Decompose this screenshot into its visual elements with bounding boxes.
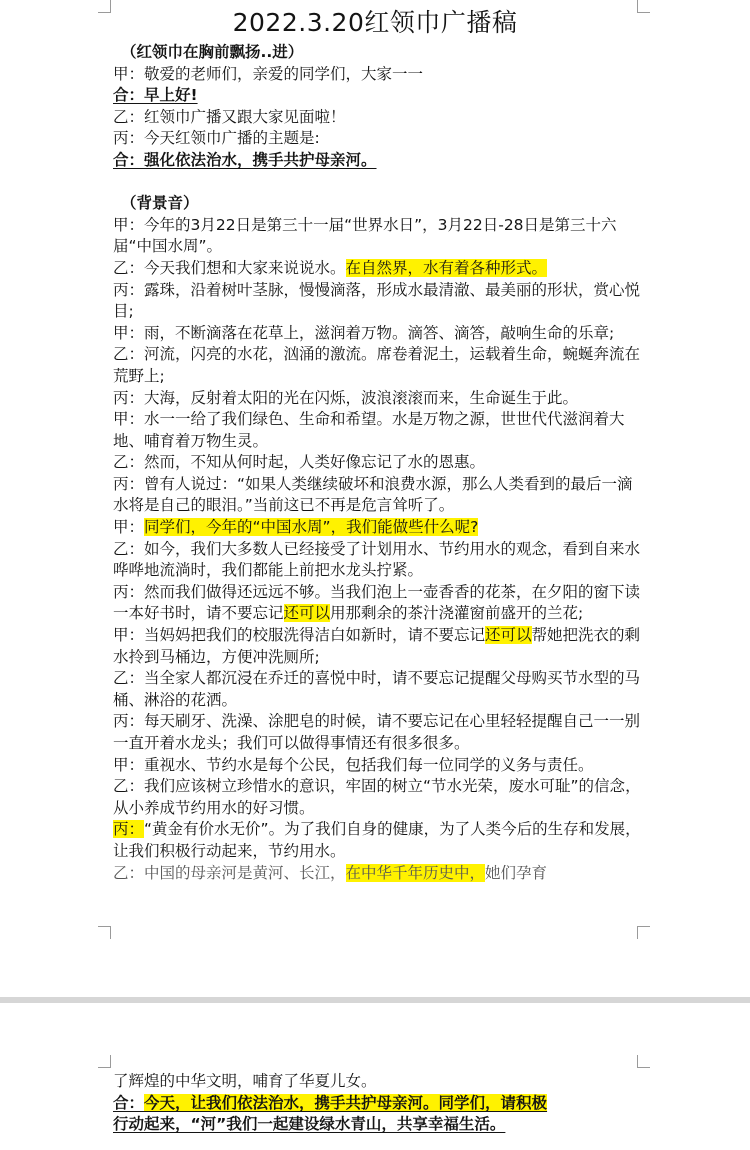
script-line: 丙：然而我们做得还远远不够。当我们泡上一壶香香的花茶，在夕阳的窗下读一本好书时，请不要忘记还可以用那剩余的茶汁浇灌窗前盛开的兰花; bbox=[113, 582, 641, 623]
script-line: 甲：今年的3月22日是第三十一届“世界水日”，3月22日-28日是第三十六届“中国水周”。 bbox=[113, 215, 617, 256]
script-line: 乙：当全家人都沉浸在乔迁的喜悦中时，请不要忘记提醒父母购买节水型的马桶、淋浴的花洒。 bbox=[113, 669, 641, 709]
script-line: 行动起来，“河”我们一起建设绿水青山，共享幸福生活。 bbox=[113, 1115, 506, 1134]
script-line: 丙：露珠，沿着树叶茎脉，慢慢滴落，形成水最清澈、最美丽的形状，赏心悦目; bbox=[113, 280, 641, 321]
script-line: 丙：“黄金有价水无价”。为了我们自身的健康，为了人类今后的生存和发展，让我们积极行动起来，节约用水。 bbox=[113, 820, 641, 860]
script-line: 丙：大海，反射着太阳的光在闪烁，波浪滚滚而来，生命诞生于此。 bbox=[113, 388, 579, 407]
script-line: 甲：敬爱的老师们，亲爱的同学们，大家一一 bbox=[113, 64, 424, 83]
script-line: 乙：我们应该树立珍惜水的意识，牢固的树立“节水光荣，废水可耻”的信念，从小养成节约用水的好习惯。 bbox=[113, 777, 641, 817]
document-page-2 bbox=[0, 1003, 750, 1150]
document-body-continued bbox=[113, 1071, 643, 1136]
script-line: 甲：当妈妈把我们的校服洗得洁白如新时，请不要忘记还可以帮她把洗衣的剩水拎到马桶边，方便冲洗厕所; bbox=[113, 626, 641, 666]
highlight: 今天，让我们 bbox=[144, 1093, 238, 1112]
script-line: 合：强化依法治水，携手共护母亲河。 bbox=[113, 150, 377, 169]
script-line: 甲：同学们，今年的“中国水周”，我们能做些什么呢? bbox=[113, 518, 479, 537]
script-line: 丙：每天刷牙、洗澡、涂肥皂的时候，请不要忘记在心里轻轻提醒自己一一别一直开着水龙头；我们可以做得事情还有很多很多。 bbox=[113, 712, 641, 752]
script-line: 甲：雨，不断滴落在花草上，滋润着万物。滴答、滴答，敲响生命的乐章; bbox=[113, 323, 615, 342]
script-line: 甲：水一一给了我们绿色、生命和希望。水是万物之源，世世代代滋润着大地、哺育着万物生灵。 bbox=[113, 410, 625, 450]
highlight: 同学们，请积极 bbox=[438, 1093, 548, 1112]
script-line: 乙：河流，闪亮的水花，汹涌的激流。席卷着泥土，运载着生命，蜿蜒奔流在荒野上; bbox=[113, 345, 641, 385]
script-line: 合：今天，让我们依法治水，携手共护母亲河。同学们，请积极 bbox=[113, 1093, 548, 1112]
script-line: 丙：今天红领巾广播的主题是: bbox=[113, 129, 320, 148]
highlight: 同学们，今年的“中国水周”，我们能做些什么呢? bbox=[144, 518, 479, 537]
crop-mark bbox=[98, 1055, 111, 1068]
highlight: 还可以 bbox=[485, 626, 532, 645]
document-title: 2022.3.20红领巾广播稿 bbox=[232, 8, 518, 37]
highlight: 在自然界，水有着各种形式。 bbox=[345, 258, 548, 277]
document-body bbox=[113, 42, 643, 884]
highlight: 还可以 bbox=[283, 604, 331, 623]
script-line: 了辉煌的中华文明，哺育了华夏儿女。 bbox=[113, 1072, 377, 1090]
stage-direction: （背景音） bbox=[121, 194, 199, 213]
script-line: 乙：今天我们想和大家来说说水。在自然界，水有着各种形式。 bbox=[113, 258, 548, 277]
script-line: 乙：如今，我们大多数人已经接受了计划用水、节约用水的观念，看到自来水哗哗地流淌时，我们都能上前把水龙头拧紧。 bbox=[113, 539, 641, 580]
crop-mark bbox=[637, 1055, 650, 1068]
script-line: 乙：然而，不知从何时起，人类好像忘记了水的恩惠。 bbox=[113, 453, 486, 472]
stage-direction: （红领巾在胸前飘扬..进） bbox=[121, 43, 304, 61]
script-line: 乙：中国的母亲河是黄河、长江，在中华千年历史中，她们孕育 bbox=[113, 863, 548, 882]
script-line: 甲：重视水、节约水是每个公民，包括我们每一位同学的义务与责任。 bbox=[113, 755, 594, 774]
crop-mark bbox=[98, 926, 111, 939]
script-line: 合：早上好! bbox=[113, 86, 198, 105]
highlight: 依法治水，携手共护母亲河。 bbox=[237, 1093, 439, 1112]
crop-mark bbox=[637, 926, 650, 939]
script-line: 乙：红领巾广播又跟大家见面啦！ bbox=[113, 107, 346, 126]
highlight: 在中华千年历史中， bbox=[345, 863, 486, 882]
highlight: 丙： bbox=[113, 820, 145, 839]
script-line: 丙：曾有人说过：“如果人类继续破坏和浪费水源，那么人类看到的最后一滴水将是自己的眼泪。”当前这已不再是危言耸听了。 bbox=[113, 474, 633, 515]
